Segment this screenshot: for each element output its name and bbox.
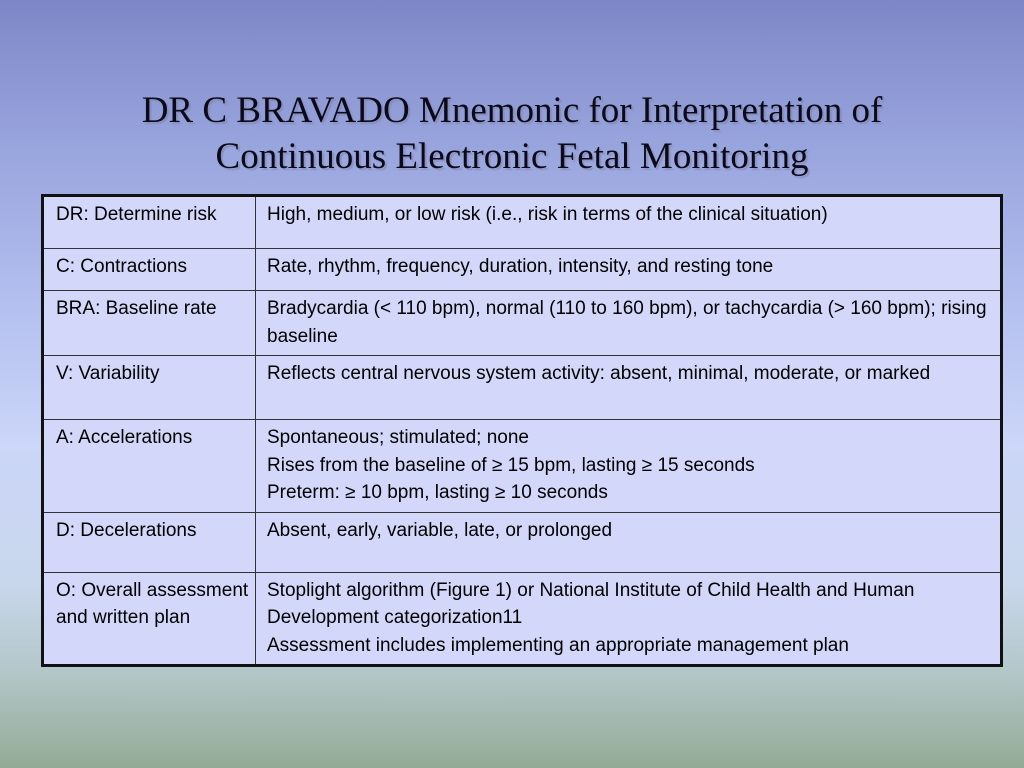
row-key: V: Variability [43,356,256,420]
row-description [256,512,1002,572]
table-row [43,512,1002,572]
row-key: D: Decelerations [43,512,256,572]
row-key: DR: Determine risk [43,196,256,249]
mnemonic-table [41,194,1003,667]
row-key: BRA: Baseline rate [43,291,256,356]
row-description [256,249,1002,291]
table-row [43,249,1002,291]
row-description [256,356,1002,420]
description-line: Absent, early, variable, late, or prolonged [267,519,613,541]
mnemonic-table-container [41,194,1000,667]
description-line: Spontaneous; stimulated; none [267,427,529,448]
description-line: High, medium, or low risk (i.e., risk in terms of the clinical situation) [267,204,828,225]
row-description [256,420,1002,513]
description-line: Bradycardia (< 110 bpm), normal (110 to 160 bpm), or tachycardia (> 160 bpm); rising baseline [267,298,987,347]
table-row [43,572,1002,666]
title-line-1: DR C BRAVADO Mnemonic for Interpretation of [141,90,883,131]
table-row [43,356,1002,420]
description-line: Rises from the baseline of ≥ 15 bpm, lasting ≥ 15 seconds [267,454,755,476]
table-row [43,420,1002,513]
description-line: Preterm: ≥ 10 bpm, lasting ≥ 10 seconds [267,482,608,503]
table-row [43,196,1002,249]
table-row [43,291,1002,356]
row-key: O: Overall assessment and written plan [43,572,256,666]
description-line: Rate, rhythm, frequency, duration, intensity, and resting tone [267,256,774,277]
row-description [256,196,1002,249]
description-line: Stoplight algorithm (Figure 1) or National Institute of Child Health and Human Development categorization11 [267,579,915,628]
row-key: A: Accelerations [43,420,256,513]
row-description [256,572,1002,666]
description-line: Reflects central nervous system activity: absent, minimal, moderate, or marked [267,363,931,384]
row-key: C: Contractions [43,249,256,291]
title-line-2: Continuous Electronic Fetal Monitoring [215,136,809,177]
row-description [256,291,1002,356]
description-line: Assessment includes implementing an appropriate management plan [267,634,849,656]
slide-title [0,88,1024,180]
